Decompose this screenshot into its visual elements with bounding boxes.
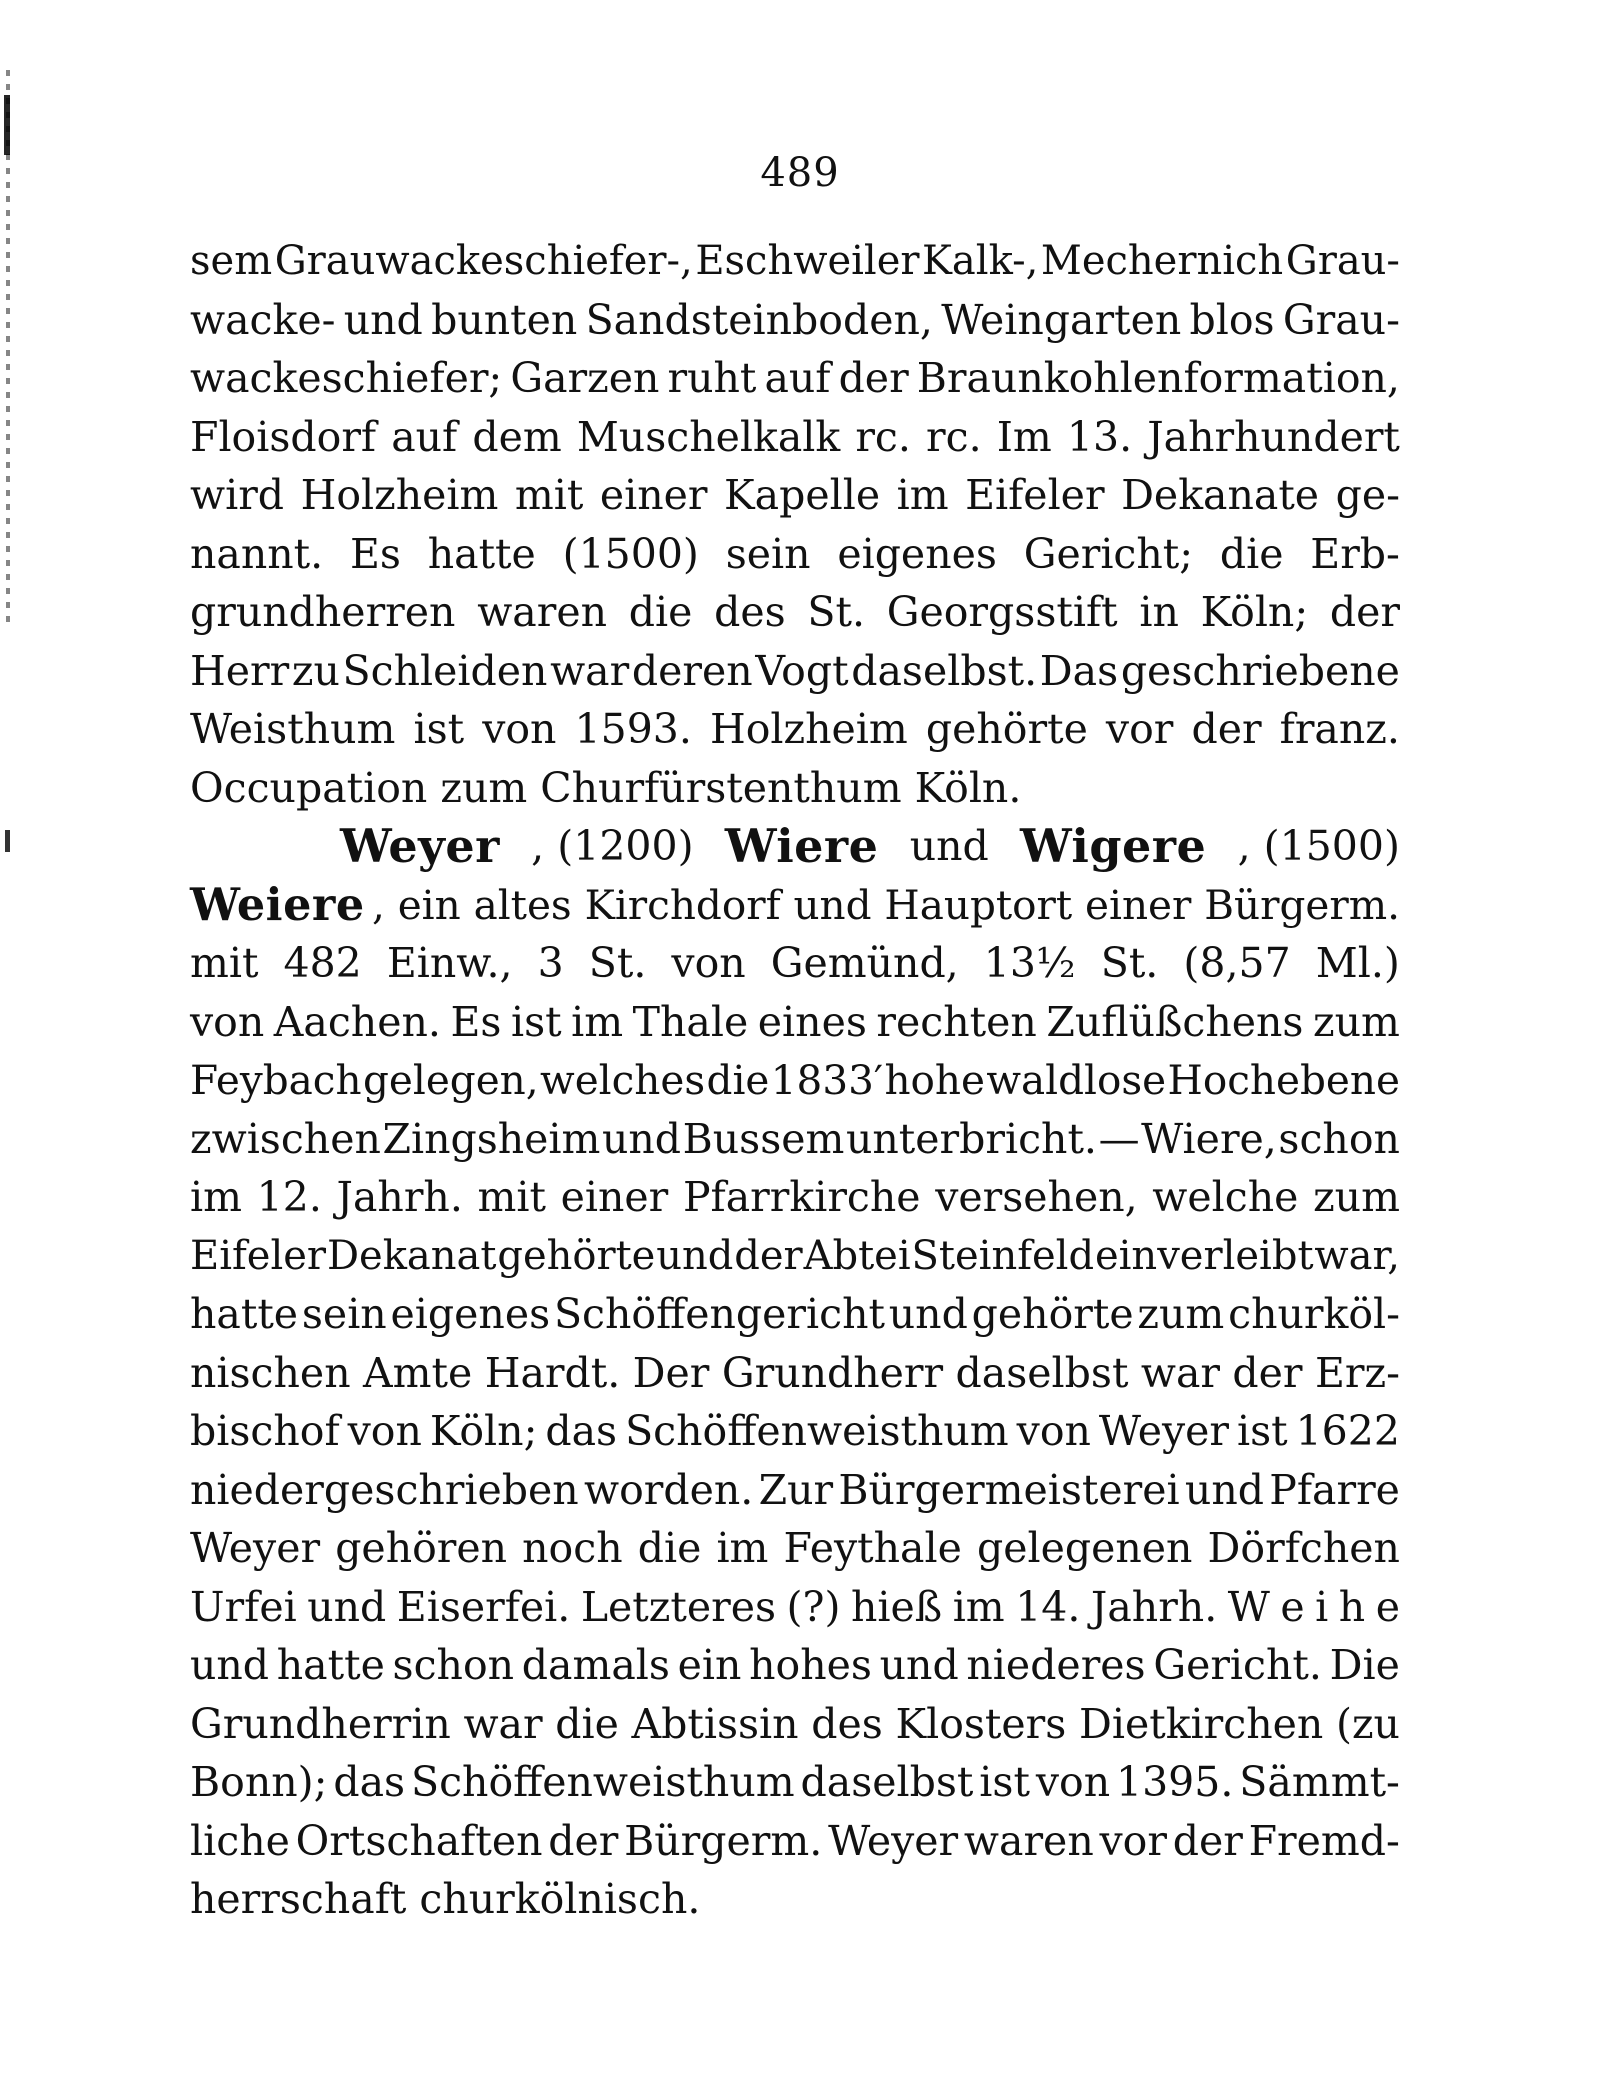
word: einer	[599, 471, 708, 519]
word: Schleiden	[342, 646, 548, 695]
word: die	[628, 588, 693, 636]
word: bunten	[431, 295, 578, 344]
place-name-wiere: Wiere	[724, 819, 879, 873]
word: einer	[560, 1173, 669, 1221]
word: Thale	[632, 997, 749, 1046]
word: der	[1232, 1348, 1303, 1397]
word: deren	[631, 646, 753, 695]
word: Pfarre	[1269, 1465, 1400, 1514]
word: i	[1315, 1582, 1329, 1631]
text-line	[190, 1402, 1400, 1461]
text-line	[190, 1519, 1400, 1578]
word: ist	[979, 1758, 1030, 1806]
text-line	[190, 1168, 1400, 1227]
word: Grau-	[1285, 238, 1400, 284]
word: ge-	[1335, 471, 1400, 519]
place-name-weiere: Weiere	[190, 878, 365, 931]
scan-edge-artifact-heavy	[4, 95, 10, 155]
word: ist	[1236, 1407, 1288, 1455]
word: und	[656, 1232, 734, 1279]
word: Einw.,	[386, 939, 513, 987]
word: eines	[757, 997, 867, 1046]
text-line	[190, 232, 1400, 291]
word: wackeschiefer;	[190, 354, 503, 402]
word: einverleibt	[1094, 1232, 1314, 1279]
word: auf	[764, 354, 831, 402]
word: bischof	[190, 1407, 340, 1455]
word: und	[190, 1641, 270, 1689]
word: (8,57	[1183, 939, 1291, 987]
text-line	[190, 466, 1400, 525]
word: rc.	[855, 412, 911, 461]
word: wacke-	[190, 295, 336, 344]
word: Holzheim	[709, 705, 908, 753]
word: Abtei	[803, 1232, 911, 1279]
word: Pfarrkirche	[682, 1173, 921, 1221]
word: nischen	[190, 1348, 351, 1397]
word: von	[1016, 1407, 1091, 1455]
word: Kalk-,	[922, 238, 1039, 284]
word: schon	[392, 1641, 515, 1689]
place-name-weyer: Weyer	[340, 819, 500, 873]
word: Ortschaften	[295, 1816, 543, 1865]
text-line	[190, 291, 1400, 350]
word: Dekanat	[326, 1232, 497, 1279]
word: Eiserfei.	[396, 1582, 571, 1631]
text-fragment: , ein altes Kirchdorf und Hauptort einer Bürgerm.	[371, 880, 1400, 929]
body-text	[190, 232, 1400, 1929]
word: (?)	[786, 1582, 841, 1631]
word: Amte	[363, 1348, 473, 1397]
word: Weyer	[828, 1816, 959, 1865]
word: im	[896, 471, 949, 519]
word: sein	[725, 529, 811, 578]
word: des	[811, 1699, 883, 1748]
text-fragment: , (1200)	[531, 822, 694, 870]
entry-heading-line	[190, 817, 1400, 876]
word: eigenes	[837, 529, 997, 578]
word: ist	[413, 705, 465, 753]
word: liche	[190, 1816, 290, 1865]
word: Weingarten	[941, 295, 1182, 344]
text-line: Occupation zum Churfürstenthum Köln.	[190, 763, 1022, 812]
word: Bürgermeisterei	[838, 1465, 1180, 1514]
word: 13½	[983, 939, 1076, 987]
word: rc.	[926, 412, 982, 461]
text-fragment: und	[909, 822, 989, 870]
word: St.	[1100, 939, 1159, 987]
word: und	[888, 1290, 968, 1338]
word: W	[1227, 1582, 1270, 1631]
word: Weyer	[190, 1524, 321, 1572]
word: Sandsteinboden,	[585, 295, 933, 344]
word: 13.	[1066, 412, 1133, 461]
text-line	[190, 349, 1400, 408]
word: die	[555, 1699, 619, 1748]
word: 1593.	[574, 705, 692, 753]
word: eigenes	[390, 1290, 551, 1338]
place-name-wigere: Wigere	[1020, 819, 1207, 873]
word: die	[1219, 529, 1284, 578]
word: sem	[190, 238, 273, 284]
word: Grauwackeschiefer-,	[274, 238, 693, 284]
word: hohes	[749, 1641, 872, 1689]
word: und	[343, 295, 423, 344]
word: (1500)	[562, 529, 699, 578]
word: war	[550, 646, 630, 695]
word: Georgsstift	[886, 588, 1118, 636]
word: und	[879, 1641, 959, 1689]
word: Die	[1329, 1641, 1400, 1689]
word: gehörte	[971, 1290, 1134, 1338]
word: Es	[450, 997, 502, 1046]
word: Abtissin	[631, 1699, 799, 1748]
text-line	[190, 1051, 1400, 1110]
word: welches	[540, 1056, 706, 1104]
word: gelegen,	[362, 1056, 539, 1104]
word: ruht	[667, 354, 757, 402]
word: e	[1375, 1582, 1400, 1631]
text-line	[190, 934, 1400, 993]
word: noch	[522, 1524, 623, 1572]
word: zwischen	[190, 1114, 381, 1163]
word: (zu	[1335, 1699, 1400, 1748]
word: Zuflüßchens	[1046, 997, 1304, 1046]
word: waldlose	[986, 1056, 1167, 1104]
word: gehörte	[497, 1232, 656, 1279]
word: Wiere,	[1141, 1114, 1277, 1163]
word: ein	[677, 1641, 742, 1689]
word: Zur	[758, 1465, 834, 1514]
word: Mechernich	[1040, 238, 1284, 284]
word: Eifeler	[190, 1232, 327, 1279]
word: gelegenen	[976, 1524, 1193, 1572]
word: daselbst.	[851, 646, 1038, 695]
word: gehören	[335, 1524, 508, 1572]
word: von	[347, 1407, 422, 1455]
word: im	[571, 997, 624, 1046]
word: Bussem	[682, 1114, 845, 1163]
word: Aachen.	[273, 997, 441, 1046]
word: waren	[963, 1816, 1094, 1865]
word: Feybach	[190, 1056, 362, 1104]
text-line	[190, 1285, 1400, 1344]
word: Sämmt-	[1239, 1758, 1400, 1806]
word: hatte	[427, 529, 536, 578]
word: Köln;	[429, 1407, 538, 1455]
word: Schöffenweisthum	[410, 1758, 795, 1806]
word: franz.	[1279, 705, 1400, 753]
word: Weyer	[1098, 1407, 1229, 1455]
word: sein	[301, 1290, 387, 1338]
word: Braunkohlenformation,	[916, 354, 1400, 402]
text-line	[190, 1578, 1400, 1637]
word: und	[1184, 1465, 1264, 1514]
word: Garzen	[510, 354, 660, 402]
word: und	[307, 1582, 387, 1631]
word: zum	[1312, 997, 1400, 1046]
word: in	[1139, 588, 1179, 636]
word: Gemünd,	[770, 939, 959, 987]
word: Erb-	[1310, 529, 1400, 578]
word: St.	[807, 588, 865, 636]
word: Gericht.	[1153, 1641, 1322, 1689]
word: Dietkirchen	[1078, 1699, 1324, 1748]
word: 1622	[1295, 1407, 1400, 1455]
word: Zingsheim	[382, 1114, 601, 1163]
word: 1833′	[770, 1056, 884, 1104]
word: Jahrh.	[1090, 1582, 1218, 1631]
word: im	[952, 1582, 1005, 1631]
word: Erz-	[1314, 1348, 1400, 1397]
word: und	[602, 1114, 682, 1163]
word: Eschweiler	[695, 238, 920, 284]
text-line: herrschaft churkölnisch.	[190, 1875, 701, 1923]
word: Steinfeld	[911, 1232, 1095, 1279]
word: —	[1098, 1114, 1140, 1163]
word: Das	[1039, 646, 1119, 695]
word: mit	[477, 1173, 546, 1221]
word: waren	[477, 588, 607, 636]
word: Floisdorf	[190, 412, 377, 461]
word: versehen,	[935, 1173, 1138, 1221]
word: Letzteres	[580, 1582, 777, 1631]
text-line	[190, 1461, 1400, 1520]
word: 14.	[1015, 1582, 1081, 1631]
word: Grau-	[1282, 295, 1400, 344]
word: Feythale	[783, 1524, 962, 1572]
word: Dörfchen	[1207, 1524, 1400, 1572]
word: von	[1035, 1758, 1111, 1806]
word: Grundherr	[721, 1348, 944, 1397]
word: der	[548, 1816, 619, 1865]
word: die	[706, 1056, 770, 1104]
word: niedergeschrieben	[190, 1465, 579, 1514]
word: Bürgerm.	[624, 1816, 823, 1865]
word: unterbricht.	[845, 1114, 1097, 1163]
word: hieß	[851, 1582, 943, 1631]
word: Grundherrin	[190, 1699, 451, 1748]
word: Vogt	[755, 646, 849, 695]
word: Fremd-	[1248, 1816, 1400, 1865]
word: 12.	[256, 1173, 322, 1221]
word: war,	[1314, 1232, 1400, 1279]
word: dem	[472, 412, 562, 461]
word: churköl-	[1228, 1290, 1400, 1338]
word: gehörte	[925, 705, 1088, 753]
text-line	[190, 408, 1400, 467]
word: nannt.	[190, 529, 324, 578]
word: worden.	[583, 1465, 754, 1514]
word: im	[190, 1173, 242, 1221]
word: hatte	[276, 1641, 385, 1689]
word: das	[333, 1758, 406, 1806]
word: mit	[514, 471, 584, 519]
word: damals	[521, 1641, 670, 1689]
word: Holzheim	[300, 471, 499, 519]
word: der	[734, 1232, 803, 1279]
word: Kapelle	[724, 471, 881, 519]
word: Ml.)	[1315, 939, 1400, 987]
word: des	[714, 588, 786, 636]
word: zum	[1137, 1290, 1225, 1338]
word: der	[838, 354, 909, 402]
page-number: 489	[760, 150, 840, 196]
word: Hochebene	[1167, 1056, 1400, 1104]
word: blos	[1189, 295, 1275, 344]
text-line	[190, 1344, 1400, 1403]
word: St.	[588, 939, 647, 987]
word: die	[637, 1524, 702, 1572]
word: Hardt.	[484, 1348, 621, 1397]
word: Urfei	[190, 1582, 297, 1631]
word: vor	[1099, 1816, 1167, 1865]
text-line	[190, 993, 1400, 1052]
word: war	[1140, 1348, 1220, 1397]
text-line	[190, 1636, 1400, 1695]
word: Im	[996, 412, 1052, 461]
word: daselbst	[800, 1758, 974, 1806]
text-line	[190, 525, 1400, 584]
word: h	[1338, 1582, 1366, 1631]
word: wird	[190, 471, 285, 519]
word: Eifeler	[965, 471, 1105, 519]
word: Dekanate	[1121, 471, 1320, 519]
word: Jahrh.	[336, 1173, 463, 1221]
text-line	[190, 1695, 1400, 1754]
word: Muschelkalk	[576, 412, 841, 461]
text-line	[190, 1227, 1400, 1286]
word: von	[671, 939, 746, 987]
word: hatte	[190, 1290, 299, 1338]
text-fragment: , (1500)	[1237, 822, 1400, 870]
word: der	[1329, 588, 1400, 636]
word: von	[482, 705, 557, 753]
word: niederes	[966, 1641, 1146, 1689]
word: e	[1280, 1582, 1305, 1631]
word: Gericht;	[1023, 529, 1194, 578]
word: Bonn);	[190, 1758, 328, 1806]
word: das	[545, 1407, 618, 1455]
word: Der	[632, 1348, 710, 1397]
word: zu	[291, 646, 340, 695]
entry-second-line	[190, 876, 1400, 935]
word: mit	[190, 939, 259, 987]
word: Köln;	[1200, 588, 1309, 636]
text-line	[190, 700, 1400, 759]
word: im	[716, 1524, 769, 1572]
word: 3	[537, 939, 564, 987]
text-line	[190, 583, 1400, 642]
word: Es	[349, 529, 401, 578]
word: Weisthum	[190, 705, 396, 753]
word: auf	[391, 412, 458, 461]
text-line	[190, 1812, 1400, 1871]
word: welche	[1152, 1173, 1299, 1221]
word: ist	[510, 997, 562, 1046]
word: schon	[1278, 1114, 1400, 1163]
text-line	[190, 642, 1400, 701]
word: 1395.	[1116, 1758, 1234, 1806]
word: zum	[1313, 1173, 1400, 1221]
word: vor	[1105, 705, 1174, 753]
text-line	[190, 1110, 1400, 1169]
word: grundherren	[190, 588, 456, 636]
word: von	[190, 997, 265, 1046]
word: rechten	[876, 997, 1037, 1046]
word: daselbst	[955, 1348, 1129, 1397]
text-line	[190, 1753, 1400, 1812]
word: 482	[283, 939, 362, 987]
scan-edge-artifact-dot	[5, 830, 10, 852]
word: Schöffenweisthum	[625, 1407, 1009, 1455]
word: der	[1191, 705, 1262, 753]
word: Klosters	[895, 1699, 1067, 1748]
word: war	[463, 1699, 543, 1748]
word: hohe	[884, 1056, 985, 1104]
word: Schöffengericht	[553, 1290, 885, 1338]
word: geschriebene	[1120, 646, 1400, 695]
word: Herr	[190, 646, 290, 695]
word: der	[1172, 1816, 1243, 1865]
word: Jahrhundert	[1147, 412, 1400, 461]
